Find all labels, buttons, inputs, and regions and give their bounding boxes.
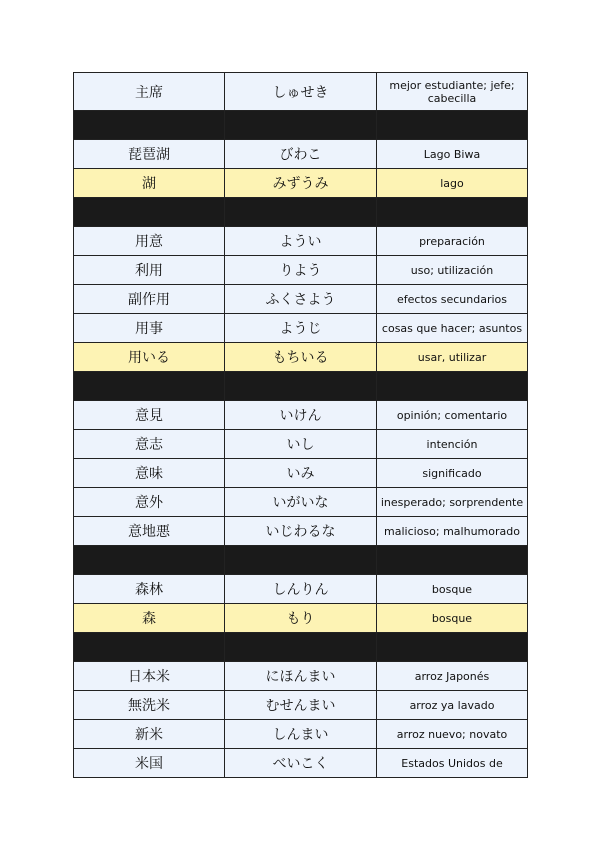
meaning-cell: usar, utilizar bbox=[377, 343, 528, 372]
reading-cell: みずうみ bbox=[225, 169, 377, 198]
kanji-cell: 意志 bbox=[74, 430, 225, 459]
separator-cell bbox=[377, 633, 528, 662]
vocab-row bbox=[74, 662, 528, 691]
reading-cell: しんまい bbox=[225, 720, 377, 749]
separator-row bbox=[74, 546, 528, 575]
separator-cell bbox=[74, 198, 225, 227]
meaning-cell: efectos secundarios bbox=[377, 285, 528, 314]
meaning-cell: bosque bbox=[377, 575, 528, 604]
reading-cell: いじわるな bbox=[225, 517, 377, 546]
kanji-cell: 主席 bbox=[74, 73, 225, 111]
kanji-cell: 用事 bbox=[74, 314, 225, 343]
separator-cell bbox=[74, 633, 225, 662]
separator-row bbox=[74, 111, 528, 140]
vocab-row bbox=[74, 430, 528, 459]
vocab-row bbox=[74, 459, 528, 488]
kanji-cell: 意見 bbox=[74, 401, 225, 430]
kanji-cell: 無洗米 bbox=[74, 691, 225, 720]
separator-cell bbox=[377, 198, 528, 227]
vocab-row bbox=[74, 401, 528, 430]
reading-cell: しゅせき bbox=[225, 73, 377, 111]
meaning-cell: significado bbox=[377, 459, 528, 488]
vocab-row bbox=[74, 488, 528, 517]
kanji-cell: 用意 bbox=[74, 227, 225, 256]
separator-cell bbox=[377, 111, 528, 140]
vocab-row bbox=[74, 517, 528, 546]
separator-cell bbox=[74, 372, 225, 401]
separator-cell bbox=[225, 546, 377, 575]
meaning-cell: uso; utilización bbox=[377, 256, 528, 285]
highlighted-vocab-row bbox=[74, 604, 528, 633]
reading-cell: びわこ bbox=[225, 140, 377, 169]
separator-cell bbox=[377, 372, 528, 401]
kanji-cell: 新米 bbox=[74, 720, 225, 749]
meaning-cell: Estados Unidos de bbox=[377, 749, 528, 778]
separator-cell bbox=[225, 111, 377, 140]
meaning-cell: malicioso; malhumorado bbox=[377, 517, 528, 546]
reading-cell: ようい bbox=[225, 227, 377, 256]
meaning-cell: mejor estudiante; jefe; cabecilla bbox=[377, 73, 528, 111]
vocab-row bbox=[74, 749, 528, 778]
vocab-row bbox=[74, 720, 528, 749]
vocab-row bbox=[74, 314, 528, 343]
reading-cell: もちいる bbox=[225, 343, 377, 372]
kanji-cell: 森 bbox=[74, 604, 225, 633]
kanji-cell: 意地悪 bbox=[74, 517, 225, 546]
separator-cell bbox=[74, 111, 225, 140]
vocab-row bbox=[74, 227, 528, 256]
reading-cell: しんりん bbox=[225, 575, 377, 604]
reading-cell: いし bbox=[225, 430, 377, 459]
reading-cell: もり bbox=[225, 604, 377, 633]
separator-cell bbox=[225, 372, 377, 401]
meaning-cell: opinión; comentario bbox=[377, 401, 528, 430]
meaning-cell: arroz Japonés bbox=[377, 662, 528, 691]
highlighted-vocab-row bbox=[74, 169, 528, 198]
meaning-cell: arroz ya lavado bbox=[377, 691, 528, 720]
meaning-cell: preparación bbox=[377, 227, 528, 256]
vocab-row bbox=[74, 285, 528, 314]
meaning-cell: cosas que hacer; asuntos bbox=[377, 314, 528, 343]
separator-cell bbox=[225, 198, 377, 227]
reading-cell: いがいな bbox=[225, 488, 377, 517]
reading-cell: りよう bbox=[225, 256, 377, 285]
separator-row bbox=[74, 633, 528, 662]
separator-cell bbox=[225, 633, 377, 662]
reading-cell: ふくさよう bbox=[225, 285, 377, 314]
meaning-cell: bosque bbox=[377, 604, 528, 633]
meaning-cell: arroz nuevo; novato bbox=[377, 720, 528, 749]
reading-cell: ようじ bbox=[225, 314, 377, 343]
highlighted-vocab-row bbox=[74, 343, 528, 372]
vocab-row bbox=[74, 256, 528, 285]
reading-cell: いみ bbox=[225, 459, 377, 488]
reading-cell: にほんまい bbox=[225, 662, 377, 691]
kanji-cell: 利用 bbox=[74, 256, 225, 285]
reading-cell: べいこく bbox=[225, 749, 377, 778]
vocab-row bbox=[74, 575, 528, 604]
kanji-cell: 森林 bbox=[74, 575, 225, 604]
vocab-row bbox=[74, 140, 528, 169]
separator-cell bbox=[377, 546, 528, 575]
meaning-cell: inesperado; sorprendente bbox=[377, 488, 528, 517]
separator-cell bbox=[74, 546, 225, 575]
vocab-row bbox=[74, 73, 528, 111]
kanji-cell: 日本米 bbox=[74, 662, 225, 691]
separator-row bbox=[74, 198, 528, 227]
kanji-cell: 意味 bbox=[74, 459, 225, 488]
vocab-row bbox=[74, 691, 528, 720]
meaning-cell: intención bbox=[377, 430, 528, 459]
reading-cell: いけん bbox=[225, 401, 377, 430]
kanji-cell: 副作用 bbox=[74, 285, 225, 314]
kanji-cell: 意外 bbox=[74, 488, 225, 517]
meaning-cell: lago bbox=[377, 169, 528, 198]
kanji-cell: 米国 bbox=[74, 749, 225, 778]
meaning-cell: Lago Biwa bbox=[377, 140, 528, 169]
kanji-cell: 湖 bbox=[74, 169, 225, 198]
vocabulary-table bbox=[73, 72, 528, 778]
kanji-cell: 用いる bbox=[74, 343, 225, 372]
separator-row bbox=[74, 372, 528, 401]
reading-cell: むせんまい bbox=[225, 691, 377, 720]
kanji-cell: 琵琶湖 bbox=[74, 140, 225, 169]
